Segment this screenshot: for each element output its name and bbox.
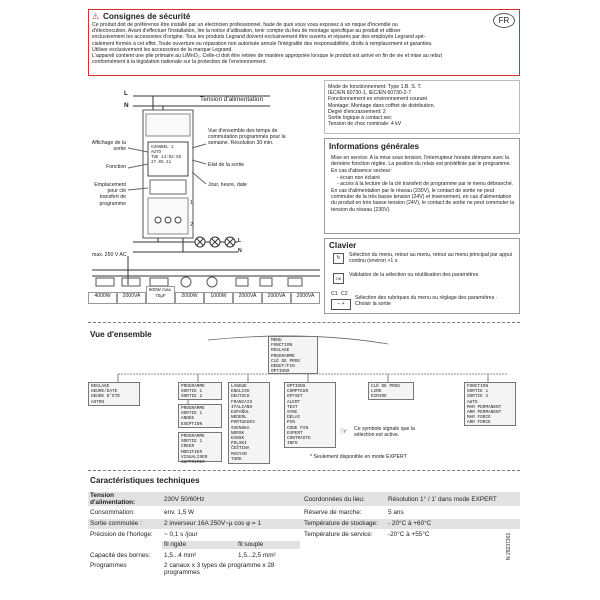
tech-label: Température de stockage: (304, 520, 378, 527)
line-N-label: N (124, 102, 129, 109)
c2-label: C2 (341, 291, 348, 297)
menu-item: TURK (231, 456, 242, 462)
menu-item: MODIFIER (181, 449, 203, 455)
menu-item: CLÉ DE PROG (271, 358, 300, 364)
load-rating: 4000W (88, 292, 117, 304)
menu-item: REGLAGE (91, 384, 110, 389)
menu-item: DÉLAI (287, 415, 301, 421)
programs-value: 2 canaux x 3 types de programme x 28 programmes (164, 562, 275, 577)
menu-item: SUPPRIMER (181, 460, 205, 466)
screen-line: AUTO (151, 151, 162, 155)
menu-item: PROGRAMME (181, 406, 205, 411)
document-code: N 29237301 (506, 532, 512, 560)
general-item: En cas d'absence secteur: (331, 168, 392, 175)
program-sub-node (178, 404, 222, 428)
menu-item: NEDERL (231, 415, 247, 421)
menu-item: MENU (271, 338, 282, 343)
menu-item: ALERT (287, 399, 301, 405)
spec-line: Sortie logique à contact sec (328, 115, 392, 122)
specs-lines (328, 84, 518, 127)
menu-item: ITALIANO (231, 404, 253, 410)
menu-item: LIRE (371, 389, 382, 395)
menu-item: ESPAÑOL (231, 410, 250, 416)
menu-item: SORTIE 1 (181, 389, 203, 395)
menu-item: ÉCRIRE (371, 394, 387, 400)
tech-label: Consommation: (90, 509, 135, 516)
bottom-L-label: L (238, 238, 242, 244)
screen-line: 27.05.11 (151, 161, 172, 165)
program-node (178, 382, 222, 400)
menu-item: OPTIONS (287, 384, 306, 389)
display-callout: Affichage de la sortie (91, 140, 126, 153)
overview-title: Vue d'ensemble (90, 330, 152, 339)
menu-item: ANNEE (181, 416, 195, 422)
tech-value: env. 1,5 W (164, 509, 195, 516)
menu-item: SYNC (287, 410, 298, 416)
menu-item: PROGRAMME (271, 353, 295, 359)
menu-item: POLSKI (231, 441, 247, 447)
overview-section (88, 330, 520, 466)
load-rating: 2000VA (291, 292, 320, 304)
menu-item: MAR PERMANENT (467, 404, 502, 410)
tech-section (88, 474, 520, 586)
menu-item: DEUTSCH (231, 394, 250, 400)
general-item: En cas d'alimentation par le réseau (230V), le contact de sortie ne peut commuter de la très basse tension (24V) et inversement, en cas d'alimentation du produit en très basse tension (24V), le contact de sortie ne peut commuter la tension du réseau (230V). (331, 188, 515, 213)
general-info-box (324, 138, 520, 234)
terminal-1-label: 1 (190, 200, 193, 206)
load-rating: 1000W (204, 292, 233, 304)
menu-item: CODE PIN (287, 425, 309, 431)
menu-item: AUTO (467, 399, 478, 405)
general-item: Mise en service: A la mise sous tension, l'interrupteur horaire démarre avec la dernière fonction réglée. La position du relais est prédéfinie par le programme. (331, 155, 511, 168)
bottom-N-label: N (238, 248, 242, 254)
safety-line: d'électrocution. Avant d'effectuer l'installation, lire la notice d'utilisation, tenir compte du lieu de montage spécifique au produit et utiliser (92, 28, 401, 35)
clavier-title: Clavier (329, 241, 357, 250)
menu-item: VISUALISER (181, 454, 208, 460)
tech-value: Résolution 1° / 1' dans mode EXPERT (388, 496, 497, 503)
tech-label: Précision de l'horloge: (90, 531, 153, 538)
program-key-node (368, 382, 414, 400)
options-node (284, 382, 336, 448)
menu-item: SORTIE 2 (467, 394, 489, 400)
clavier-entry: Sélection du menu, retour au menu, retour au menu principal par appui continu (environ >1 s (349, 252, 512, 265)
menu-item: PROGRAMME (181, 434, 205, 439)
main-menu-node (268, 336, 318, 374)
warning-icon: ⚠ (92, 12, 100, 21)
load-rating: 2000VA (262, 292, 291, 304)
tech-label: Réserve de marche: (304, 509, 362, 516)
menu-item: MAR FORCE (467, 415, 491, 421)
tech-value: ~ 0,1 s /jour (164, 531, 198, 538)
menu-item: OFFSET (287, 394, 303, 400)
section-divider (88, 470, 520, 471)
load-rating: 600W max. 70µF (146, 286, 175, 304)
tech-value: 5 ans (388, 509, 404, 516)
spec-line: Degré d'encrassement: 2 (328, 108, 386, 115)
safety-line: Ce produit doit de préférence être installé par un électricien professionnel, faute de quoi vous vous exposez à un risque d'incendie ou (92, 22, 398, 28)
menu-key-icon: ↻ (333, 253, 344, 264)
terminal-label: Capacité des bornes: (90, 552, 151, 559)
menu-item: ENGLISH (231, 389, 250, 395)
spec-line: Fonctionnement en environnement courant (328, 96, 427, 103)
menu-item: EXEPTION (181, 421, 203, 427)
menu-item: OPTIONS (271, 369, 290, 375)
spec-line: Montage: Montage dans coffret de distribution, (328, 102, 435, 109)
line-L-label: L (124, 90, 128, 97)
general-item: - accès à la lecture de la clé transfert de programme par le menu débranché. (337, 180, 514, 187)
menu-item: DANSK (231, 436, 245, 442)
tech-label: Tension d'alimentation: (90, 492, 136, 506)
section-divider (88, 322, 520, 323)
menu-item: CLÉ DE PROG (371, 384, 400, 389)
general-item: - écran non éclairé (337, 174, 380, 181)
menu-item: SORTIE 1 (467, 389, 489, 395)
menu-item: NORSK (231, 430, 245, 436)
clavier-entry: Sélection des rubriques du menu ou réglage des paramètres · Choisir la sortie (355, 295, 498, 308)
selection-active-icon: ☞ (340, 426, 349, 436)
minus-plus-keys-icon: − + (331, 299, 351, 310)
load-ratings (88, 287, 320, 304)
menu-item: ARR PERMANENT (467, 410, 502, 416)
overview-callout: Vue d'ensemble des temps de commutation programmés pour la semaine. Résolution 30 min. (208, 128, 286, 147)
device-screen (151, 146, 187, 166)
tech-title: Caractéristiques techniques (90, 476, 200, 485)
safety-box (88, 9, 520, 76)
symbol-note: Ce symbole signale que la sélection est active. (354, 426, 415, 439)
load-rating: 2000W (175, 292, 204, 304)
wire-rigid-label: fil rigide (164, 541, 187, 548)
spec-line: Tension de choc nominale: 4 kV (328, 121, 402, 128)
tech-label: Coordonnées du lieu: (304, 496, 365, 503)
menu-item: LANGUE (231, 384, 247, 389)
menu-item: FONCTION (271, 343, 293, 349)
tech-label: Température de service: (304, 531, 373, 538)
general-info-text (331, 155, 517, 213)
safety-line: L'appareil contient une pile primaire au LiMnO₂. Celle-ci doit être retirée de manière appropriée lorsque le produit est arrivé en fin de vie et mise au rebut (92, 53, 442, 60)
max-voltage-label: max. 250 V AC (92, 252, 127, 258)
menu-item: SVENSKA (231, 425, 250, 431)
spec-line: IEC/EN 60730-1, IEC/EN 60730-2-7 (328, 90, 412, 97)
menu-item: SORTIE 1 (181, 439, 203, 445)
safety-line: Utiliser exclusivement les accessoires de la marque Legrand. (92, 46, 233, 53)
spec-line: Mode de fonctionnement: Type 1.B. S. T. (328, 84, 422, 90)
key-slot-callout: Emplacement pour clé transfert de programme (94, 182, 126, 207)
tech-value: -20°C à +55°C (388, 531, 430, 538)
program-edit-node (178, 432, 222, 466)
function-node (464, 382, 516, 426)
language-badge: FR (493, 13, 515, 28)
menu-item: MAGYAR (231, 451, 247, 457)
tech-label: Sortie commutée : (90, 520, 142, 527)
menu-item: REGLAGE (271, 348, 290, 354)
menu-item: ARR FORCE (467, 420, 491, 426)
load-rating: 2000VA (117, 292, 146, 304)
menu-item: CONTRASTE (287, 436, 311, 442)
function-callout: Fonction (106, 164, 126, 170)
menu-item: COMPTEUR (287, 389, 309, 395)
safety-line: conformément à la législation nationale sur la protection de l'environnement. (92, 59, 267, 66)
terminal-2-label: 2 (190, 222, 193, 228)
menu-item: HEURE D'ÉTÉ (91, 394, 120, 400)
safety-text (92, 22, 492, 65)
menu-item: EXPERT (287, 430, 303, 436)
terminal-rigid: 1,5...4 mm² (164, 552, 197, 559)
safety-line: cialement formés à cet effet. Toute ouverture ou réparation non autorisée annule l'intégralité des responsabilités, droits à remplacement et garanties. (92, 40, 433, 47)
tech-value: 2 inverseur 16A 250V~µ cos φ = 1 (164, 520, 261, 527)
screen-line: TUE 14:02:55 (151, 156, 182, 160)
menu-item: SORTIE 1 (181, 411, 203, 417)
expert-note: * Seulement disponible en mode EXPERT (310, 454, 407, 460)
menu-item: PORTUGUES (231, 420, 255, 426)
menu-item: FONCTION (467, 384, 489, 389)
output-state-callout: Etat de la sortie (208, 162, 245, 168)
clavier-entry: Validation de la sélection ou réutilisation des paramètres (349, 272, 479, 278)
menu-item: DÉBUT/FIN (271, 364, 295, 370)
programs-label: Programmes (90, 562, 127, 569)
menu-item: FRANCAIS (231, 399, 253, 405)
general-info-title: Informations générales (329, 142, 420, 151)
screen-line: CHANNEL 1 (151, 146, 174, 150)
tech-value: - 20°C à +60°C (388, 520, 432, 527)
tech-value: 230V 50/60Hz (164, 496, 205, 503)
wiring-diagram (88, 80, 320, 316)
menu-item: PIN (287, 420, 295, 426)
menu-item: ČEŠTINA (231, 446, 250, 452)
menu-item: HEURE/DATE (91, 389, 118, 395)
menu-item: PROGRAMME (181, 384, 205, 389)
menu-item: TEST (287, 404, 298, 410)
c1-label: C1 (331, 291, 338, 297)
menu-item: ASTRO (91, 399, 105, 405)
supply-label: Tension d'alimentation (200, 96, 264, 103)
ok-key-icon: OK (333, 273, 344, 284)
safety-line: exclusivement les accessoires d'origine. Tous les produits Legrand doivent exclusivement être ouverts et réparés par des employés Legrand spé- (92, 34, 426, 41)
day-time-callout: Jour, heure, date (208, 182, 247, 188)
menu-item: INFO (287, 441, 298, 447)
wire-flex-label: fil souple (238, 541, 264, 548)
language-node (228, 382, 270, 464)
terminal-flex: 1,5...2,5 mm² (238, 552, 276, 559)
clavier-box (324, 238, 520, 314)
safety-title: Consignes de sécurité (103, 12, 191, 21)
load-rating: 2000VA (233, 292, 262, 304)
menu-item: SORTIE 2 (181, 394, 203, 400)
reglage-node (88, 382, 140, 406)
specs-box (324, 80, 520, 134)
menu-item: CREER (181, 444, 195, 450)
